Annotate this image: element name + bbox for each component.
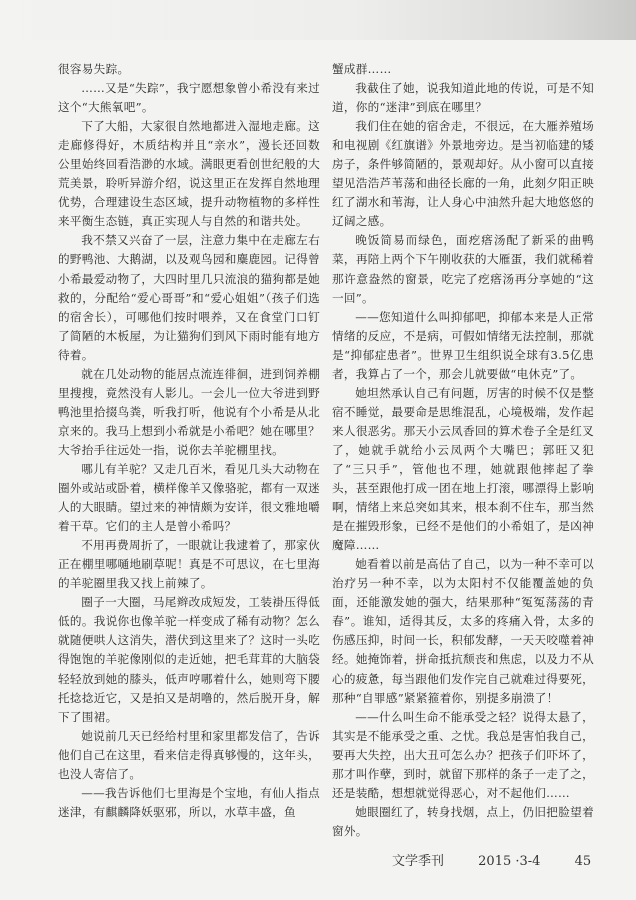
page-footer bbox=[392, 850, 591, 869]
paragraph: 她说前几天已经给村里和家里都发信了，告诉他们自己在这里，看来信走得真够慢的，这年头，也没人寄信了。 bbox=[58, 728, 320, 781]
paragraph: 不用再费周折了，一眼就让我逮着了，那家伙正在棚里哪嗵地刷草呢！真是不可思议，在七里海的羊驼圈里我又找上前辣了。 bbox=[58, 538, 320, 591]
paragraph: 就在几处动物的能居点流连徘徊，进到饲养棚里搜搜，竟然没有人影儿。一会儿一位大爷进到野鸭池里拾掇鸟粪，听我打听，他说有个小希是从北京来的。我马上想到小希就是小希吧？她在哪里？大爷抬手往远处一指，说你去羊驼棚里找。 bbox=[58, 366, 320, 457]
paragraph: 下了大船，大家很自然地都进入湿地走廊。这走廊修得好，木质结构并且“亲水”，漫长还回数公里始终回看浩渺的水域。满眼更看创世纪般的大荒美景，聆听异游介绍，说这里正在发挥自然地理优势，合理建设生态区域，提升动物植物的多样性来平衡生态链，真正实现人与自然的和谐共处。 bbox=[58, 119, 320, 229]
paragraph: ——您知道什么叫抑郁吧，抑郁本来是人正常情绪的反应，不是病，可假如情绪无法控制，那就是“抑郁症患者”。世界卫生组织说全球有3.5亿患者，我算占了一个，那会儿就要做“电休克”了。 bbox=[332, 309, 594, 381]
paragraph: 圈子一大圈，马尾辫改成短发，工装褂压得低低的。我说你也像羊驼一样变成了稀有动物？怎么就随便哄人这消失，潜伏到这里来了？这时一头吃得饱饱的羊驼像刚似的走近她，把毛茸茸的大脑袋轻轻放到她的膝头，低声哼哪着什么，她则弯下腰托捻捻近它，又是拍又是胡噜的，然后脱开身，解下了围裙。 bbox=[58, 595, 320, 724]
paragraph: 哪儿有羊驼？又走几百米，看见几头大动物在圈外或站或卧着，横样像羊又像骆驼，都有一双迷人的大眼睛。望过来的神情颇为安详，很文雅地嚼着干草。它们的主人是曾小希吗？ bbox=[58, 461, 320, 534]
page-number: 45 bbox=[574, 854, 592, 869]
paragraph: 她坦然承认自己有问题，厉害的时候不仅是整宿不睡觉，最要命是思维混乱，心境极端，发作起来人很恶劣。那天小云凤香回的算术卷子全是红叉了，她就手就给小云凤两个大嘴巴；郭旺又犯了“三只手”，管他也不理，她就跟他摔起了拳头，甚至跟他打成一团在地上打滚，哪漂得上影响啊，情绪上来总突如其来，根本刹不住车，那当然是在摧毁形象，已经不是他们的小希姐了，是凶神魔障…… bbox=[332, 385, 594, 553]
paragraph: 她眼圈红了，转身找烟，点上，仍旧把脸望着窗外。 bbox=[332, 804, 594, 838]
paragraph: 我不禁又兴奋了一层，注意力集中在走廊左右的野鸭池、大鹅湖，以及观鸟园和麋鹿园。记得曾小希最爱动物了，大四时里几只流浪的猫狗都是她救的，分配给“爱心哥哥”和“爱心姐姐”（孩子们选的宿舍长），可哪他们按时喂养，又在食堂门口钉了简陋的木板屋，为让猫狗们到风下雨时能有地方待着。 bbox=[58, 233, 320, 362]
paragraph: 我截住了她，说我知道此地的传说，可是不知道，你的“迷津”到底在哪里？ bbox=[332, 81, 594, 115]
paragraph: 我们住在她的宿舍走，不很远，在大雁养殖场和电视剧《红旗谱》外景地旁边。是当初临建的矮房子，条件够简陋的，景观却好。从小窗可以直接望见浩浩芦苇荡和曲径长廊的一角，此刻夕阳正映红了湖水和苇海，让人身心中油然升起大地悠悠的辽阔之感。 bbox=[332, 119, 594, 229]
paragraph: 她看着以前是高估了自己，以为一种不幸可以治疗另一种不幸，以为太阳村不仅能覆盖她的负面，还能激发她的强大，结果那种“冤冤荡荡的青春”。谁知，适得其反，太多的疼痛入骨，太多的伤感压抑，时间一长，积郁发酵，一天天咬噬着神经。她掩饰着，拼命抵抗颓丧和焦虑，以及力不从心的疲惫，每当跟他们发作完自己就难过得要死，那种“自罪感”紧紧箍着你，别提多崩溃了！ bbox=[332, 557, 594, 705]
paragraph: 蟹成群…… bbox=[332, 62, 392, 76]
right-text-column bbox=[332, 60, 594, 841]
paragraph: ——我告诉他们七里海是个宝地，有仙人指点迷津，有麒麟降妖驱邪，所以，水草丰盛，鱼 bbox=[58, 785, 320, 819]
paragraph: ……又是“失踪”，我宁愿想象曾小希没有来过这个“大熊氧吧”。 bbox=[58, 81, 320, 115]
left-text-column bbox=[58, 60, 320, 822]
issue-number: 2015 ·3-4 bbox=[478, 854, 541, 869]
paragraph: 晚饭简易而绿色，面疙瘩汤配了新采的曲鸭菜，再陪上两个下午刚收获的大雁蛋，我们就稀着那许意盎然的窗景，吃完了疙瘩汤再分享她的“这一回”。 bbox=[332, 233, 594, 305]
journal-name: 文学季刊 bbox=[392, 854, 445, 869]
paragraph: 很容易失踪。 bbox=[58, 62, 130, 76]
paragraph: ——什么叫生命不能承受之轻？说得太悬了，其实是不能承受之重、之忧。我总是害怕我自己，要再大失控，出大丑可怎么办？把孩子们吓坏了，那才叫作孽，到时，就留下那样的条子一走了之，还是装酷，想想就觉得恶心，对不起他们…… bbox=[332, 709, 594, 800]
scan-edge-shadow bbox=[0, 0, 636, 40]
